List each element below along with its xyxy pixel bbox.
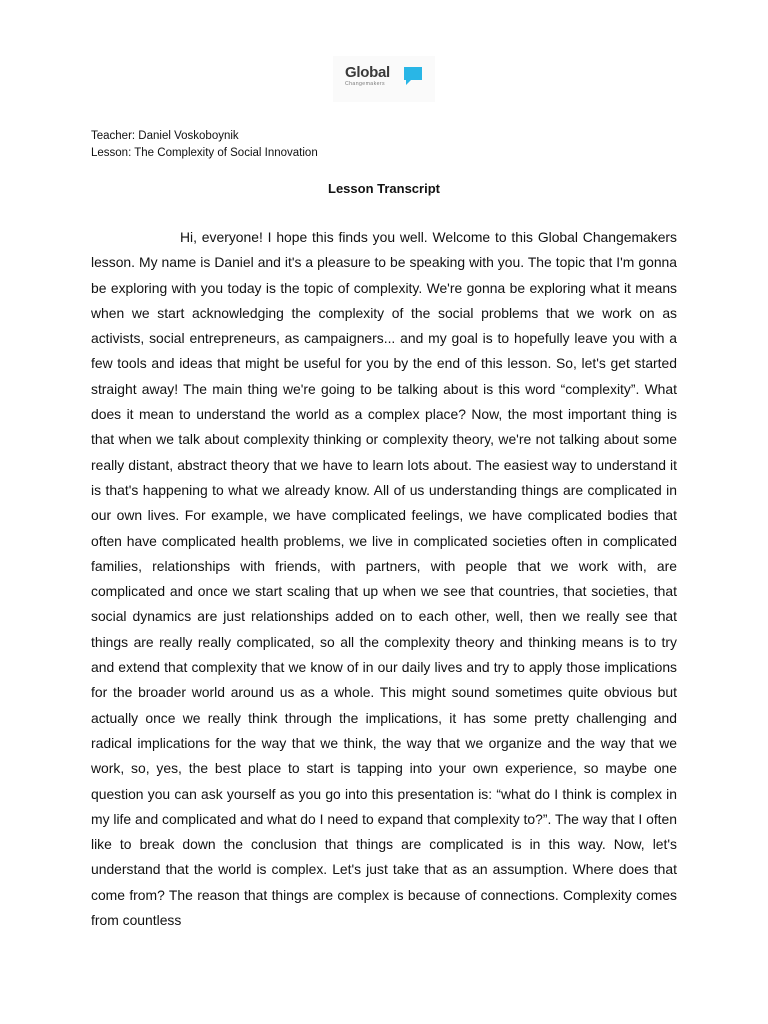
lesson-line: Lesson: The Complexity of Social Innovation <box>91 147 318 159</box>
lesson-meta <box>91 128 318 162</box>
global-changemakers-logo <box>333 56 435 102</box>
teacher-line: Teacher: Daniel Voskoboynik <box>91 130 239 142</box>
logo-subtitle: Changemakers <box>345 81 385 87</box>
speech-bubble-icon <box>402 65 424 87</box>
logo-wordmark: Global <box>345 64 390 81</box>
transcript-body <box>91 225 677 933</box>
transcript-paragraph: Hi, everyone! I hope this finds you well. Welcome to this Global Changemakers lesson. My name is Daniel and it's a pleasure to be speaking with you. The topic that I'm gonna be exploring with you today is the topic of complexity. We're gonna be exploring what it means when we start acknowledging the complexity of the social problems that we work on as activists, social entrepreneurs, as campaigners... and my goal is to hopefully leave you with a few tools and ideas that might be useful for you by the end of this lesson. So, let's get started straight away! The main thing we're going to be talking about is this word “complexity”. What does it mean to understand the world as a complex place? Now, the most important thing is that when we talk about complexity thinking or complexity theory, we're not talking about some really distant, abstract theory that we have to learn lots about. The easiest way to understand it is that's happening to what we already know. All of us understanding things are complicated in our own lives. For example, we have complicated feelings, we have complicated bodies that often have complicated health problems, we live in complicated societies often in complicated families, relationships with friends, with partners, with people that we work with, are complicated and once we start scaling that up when we see that countries, that societies, that social dynamics are just relationships added on to each other, well, then we really see that things are really really complicated, so all the complexity theory and thinking means is to try and extend that complexity that we know of in our daily lives and try to apply those implications for the broader world around us as a whole. This might sound sometimes quite obvious but actually once we really think through the implications, it has some pretty challenging and radical implications for the way that we think, the way that we organize and the way that we work, so, yes, the best place to start is tapping into your own experience, so maybe one question you can ask yourself as you go into this presentation is: “what do I think is complex in my life and complicated and what do I need to expand that complexity to?”. The way that I often like to break down the conclusion that things are complicated is in this way. Now, let's understand that the world is complex. Let's just take that as an assumption. Where does that come from? The reason that things are complex is because of connections. Complexity comes from countless <box>91 229 677 929</box>
page-title: Lesson Transcript <box>328 181 440 196</box>
